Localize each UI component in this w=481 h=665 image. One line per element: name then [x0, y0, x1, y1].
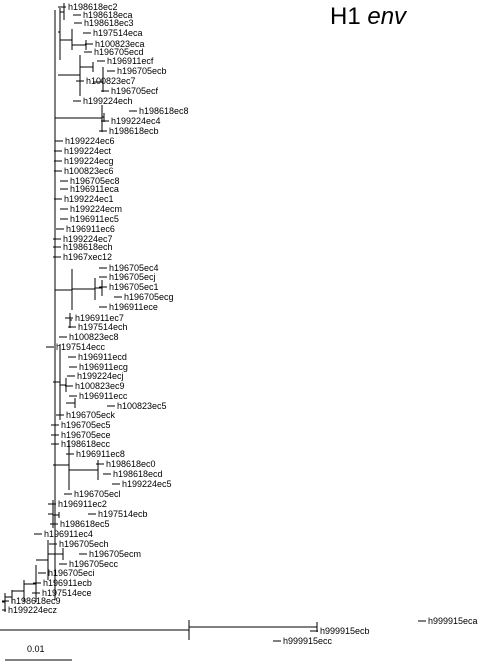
taxon-label: h198618ec0 [106, 459, 156, 469]
taxon-label: h999915ecb [320, 626, 370, 636]
taxon-label: h199224ecj [77, 371, 124, 381]
taxon-label: h196911ec7 [75, 313, 124, 323]
taxon-label: h100823ec8 [69, 332, 119, 342]
taxon-label: h197514ech [78, 322, 128, 332]
taxon-label: h196911ecc [79, 391, 128, 401]
taxon-label: h196911ece [109, 302, 158, 312]
taxon-label: h196705ecc [69, 559, 119, 569]
taxon-label: h999915ecc [283, 636, 333, 646]
taxon-label: h198618eca [83, 10, 133, 20]
taxon-label: h196911ecg [79, 362, 128, 372]
taxon-label: h199224ec5 [122, 479, 172, 489]
taxon-label: h100823ec5 [117, 401, 167, 411]
taxon-label: h196705ec8 [70, 176, 120, 186]
taxon-label: h196911ecd [78, 352, 127, 362]
taxon-labels [8, 2, 478, 646]
taxon-label: h100823eca [95, 39, 145, 49]
taxon-label: h196911eca [70, 184, 119, 194]
taxon-label: h196705ech [59, 539, 109, 549]
taxon-label: h198618ec5 [60, 519, 110, 529]
taxon-label: h196705ece [61, 430, 111, 440]
scale-bar-label: 0.01 [27, 644, 45, 654]
taxon-label: h199224ech [83, 96, 133, 106]
taxon-label: h198618ec8 [139, 106, 189, 116]
taxon-label: h196705ecm [89, 549, 142, 559]
taxon-label: h196911ec8 [76, 449, 125, 459]
taxon-label: h196911ec6 [66, 224, 115, 234]
taxon-label: h196911ec5 [70, 214, 119, 224]
taxon-label: h196705ec4 [109, 263, 159, 273]
taxon-label: h198618ec9 [11, 596, 61, 606]
taxon-label: h196705ecf [111, 86, 159, 96]
taxon-label: h199224ecg [64, 156, 114, 166]
taxon-label: h199224ec1 [64, 194, 114, 204]
taxon-label: h199224ec7 [63, 234, 113, 244]
taxon-label: h198618ech [63, 242, 113, 252]
taxon-label: h196705eci [48, 568, 95, 578]
taxon-label: h199224ecz [8, 605, 58, 615]
tree-title: H1 env [330, 3, 407, 30]
taxon-label: h196705ecg [124, 292, 174, 302]
taxon-label: h198618ec2 [68, 2, 118, 12]
taxon-label: h197514ecb [98, 509, 148, 519]
taxon-label: h197514ece [42, 588, 92, 598]
taxon-label: h196705ec5 [61, 420, 111, 430]
taxon-label: h1967xec12 [63, 252, 113, 262]
taxon-label: h198618ecc [61, 439, 111, 449]
taxon-label: h198618ec3 [84, 18, 134, 28]
taxon-label: h197514ecc [56, 342, 106, 352]
taxon-label: h199224ec4 [111, 116, 161, 126]
taxon-label: h196705ecb [117, 66, 167, 76]
taxon-label: h196705ec1 [109, 282, 159, 292]
taxon-label: h196911ec4 [44, 529, 93, 539]
taxon-label: h196705ecl [74, 489, 121, 499]
taxon-label: h100823ec9 [75, 381, 125, 391]
taxon-label: h199224ect [64, 146, 112, 156]
taxon-label: h196705eck [66, 410, 116, 420]
taxon-label: h198618ecb [109, 126, 159, 136]
taxon-label: h199224ecm [70, 204, 123, 214]
taxon-label: h999915eca [428, 616, 478, 626]
taxon-label: h199224ec6 [65, 136, 115, 146]
taxon-label: h196705ecd [94, 47, 144, 57]
taxon-label: h196705ecj [109, 272, 156, 282]
taxon-label: h196911ec2 [58, 499, 107, 509]
taxon-label: h198618ecd [113, 469, 163, 479]
taxon-label: h100823ec7 [86, 76, 136, 86]
taxon-label: h197514eca [93, 28, 143, 38]
taxon-label: h196911ecf [107, 56, 154, 66]
taxon-label: h100823ec6 [64, 166, 114, 176]
taxon-label: h196911ecb [43, 578, 92, 588]
